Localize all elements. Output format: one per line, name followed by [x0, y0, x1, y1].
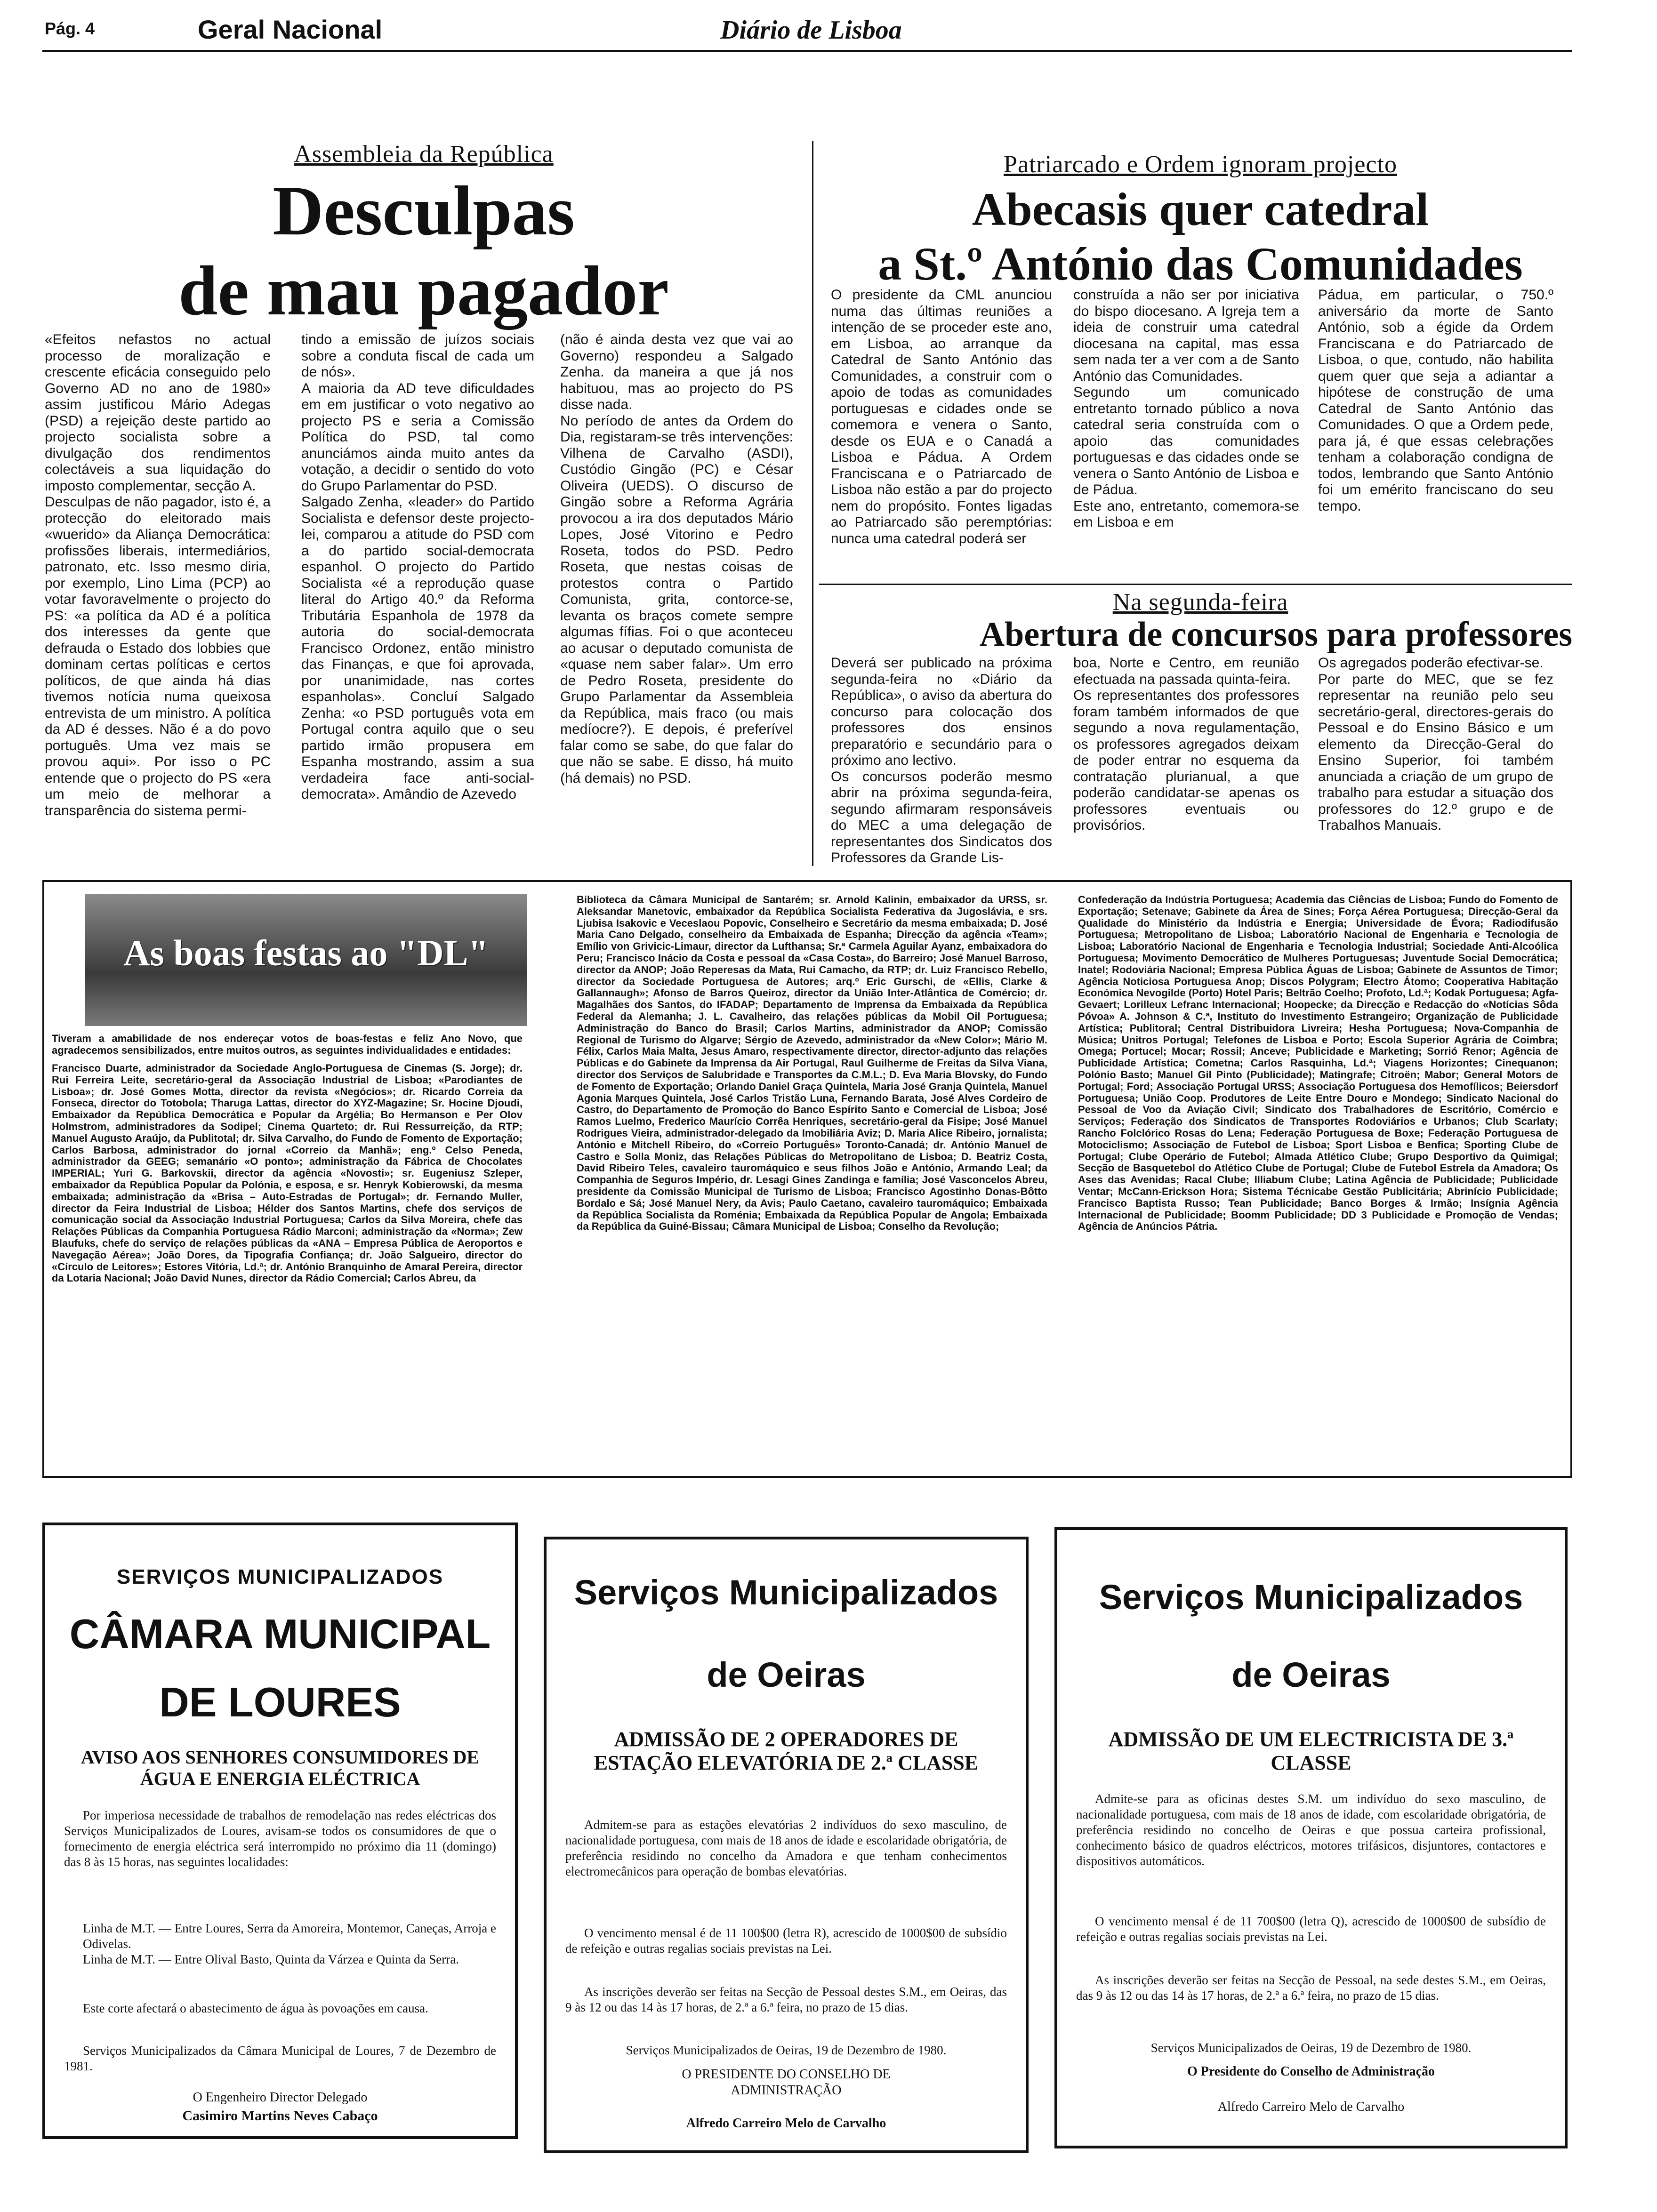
- ad-oeiras1-sign1: O PRESIDENTE DO CONSELHO DE ADMINISTRAÇÃO: [682, 2067, 891, 2098]
- article2-column3: Pádua, em particular, o 750.º aniversário da morte de Santo António, sob a égide da Ordem Franciscana e do Patriarcado de Lisboa, o que, contudo, não habilita quem quer que seja a adiantar a hipótese de construção de uma Catedral de Santo António das Comunidades. O que a Ordem pede, para já, é que essas celebrações tenham a colaboração condigna de todos, lembrando que Santo António foi um emérito franciscano do seu tempo.: [1318, 287, 1553, 514]
- ad-oeiras-electricista: [1054, 1527, 1568, 2148]
- page-number: Pág. 4: [45, 19, 95, 38]
- ad-loures-sign2: Casimiro Martins Neves Cabaço: [182, 2108, 378, 2124]
- article1-column1: «Efeitos nefastos no actual processo de moralização e crescente eficácia conseguido pelo Governo AD no ano de 1980» assim justificou Mário Adegas (PSD) a rejeição deste partido ao projecto socialista sobre a divulgação dos rendimentos colectáveis a sua liquidação do imposto complementar, secção A. Desculpas de não pagador, isto é, a protecção do eleitorado mais «wuerido» da Aliança Democrática: profissões liberais, intermediários, patronato, etc. Isso mesmo diria, por exemplo, Lino Lima (PCP) ao votar favoravelmente o projecto do PS: «a política da AD é a política dos interesses da gente que defrauda o Estado dos lobbies que dominam certas políticas e certos políticos, de que ainda há dias tivemos notícia numa queixosa entrevista de um ministro. A política da AD é desses. Não é a do povo português. Uma vez mais se provou aqui». Por isso o PC entende que o projecto do PS «era um meio de melhorar a transparência do sistema permi-: [45, 332, 271, 818]
- ad-loures-sign1: O Engenheiro Director Delegado: [193, 2090, 368, 2105]
- ad-oeiras1-p2: O vencimento mensal é de 11 100$00 (letra R), acrescido de 1000$00 de subsídio de refeição e outras regalias sociais previstas na Lei.: [565, 1926, 1007, 1956]
- ad-loures-title1: CÂMARA MUNICIPAL: [69, 1611, 491, 1657]
- article1-column2: tindo a emissão de juízos sociais sobre a conduta fiscal de cada um de nós». A maioria da AD teve dificuldades em em justificar o voto negativo ao projecto PS e seria a Comissão Política do PSD, tal como anunciámos ainda muito antes da votação, a decidir o sentido do voto do Grupo Parlamentar do PSD. Salgado Zenha, «leader» do Partido Socialista e defensor deste projecto-lei, comparou a atitude do PSD com a do partido social-democrata espanhol. O projecto do Partido Socialista «é a reprodução quase literal do Artigo 40.º da Reforma Tributária Espanhola de 1978 da autoria do social-democrata Francisco Ordonez, então ministro das Finanças, e que foi aprovada, por unanimidade, nas cortes espanholas». Concluí Salgado Zenha: «o PSD português vota em Portugal contra aquilo que o seu partido irmão propusera em Espanha mostrando, assim a sua verdadeira face anti-social-democrata». Amândio de Azevedo: [301, 332, 534, 802]
- ad-oeiras2-sign1: O Presidente do Conselho de Administração: [1187, 2064, 1435, 2079]
- ad-oeiras1-p1: Admitem-se para as estações elevatórias 2 indivíduos do sexo masculino, de nacionalidade portuguesa, com mais de 18 anos de idade e escolaridade obrigatória, de preferência residindo no concelho da Amadora e que tenham conhecimentos electromecânicos para operação de bombas elevatórias.: [565, 1818, 1007, 1878]
- article1-kicker: Assembleia da República: [294, 141, 554, 168]
- ad-oeiras2-date: Serviços Municipalizados de Oeiras, 19 de Dezembro de 1980.: [1150, 2041, 1472, 2055]
- newspaper-name: Diário de Lisboa: [720, 16, 902, 45]
- article1-headline-line2: de mau pagador: [178, 252, 669, 330]
- ad-loures-p4: Serviços Municipalizados da Câmara Municipal de Loures, 7 de Dezembro de 1981.: [64, 2044, 496, 2073]
- ad-oeiras2-subtitle: ADMISSÃO DE UM ELECTRICISTA DE 3.ª CLASSE: [1108, 1728, 1514, 1774]
- photo-caption: As boas festas ao "DL": [123, 932, 489, 973]
- article2-column2: construída a não ser por iniciativa do bispo diocesano. A Igreja tem a ideia de construir uma catedral diocesana na capital, mas essa sem nada ter a ver com a de Santo António das Comunidades. Segundo um comunicado entretanto tornado público a nova catedral seria construída com o apoio das comunidades portuguesas e das cidades onde se venera o Santo António de Lisboa e de Pádua. Este ano, entretanto, comemora-se em Lisboa e em: [1073, 287, 1299, 530]
- ad-loures-top: SERVIÇOS MUNICIPALIZADOS: [116, 1565, 444, 1588]
- ad-oeiras1-title1: Serviços Municipalizados: [574, 1573, 998, 1612]
- thanks-column1: Francisco Duarte, administrador da Sociedade Anglo-Portuguesa de Cinemas (S. Jorge); dr. Rui Ferreira Leite, secretário-geral da Associação Industrial de Lisboa; «Parodiantes de Lisboa»; dr. José Gomes Motta, director da revista «Negócios»; dr. Ricardo Correia da Fonseca, director do Totobola; Tharuga Lattas, director do XYZ-Magazine; Sr. Hocine Djoudi, Embaixador da República Democrática e Popular da Argélia; Bo Hermanson e Per Olov Holmstrom, administradores da Sodipel; Cinema Quarteto; dr. Rui Ressurreição, da RTP; Manuel Augusto Araújo, da Publitotal; dr. Silva Carvalho, do Fundo de Fomento de Exportação; Carlos Barbosa, administrador do jornal «Correio da Manhã»; eng.º Celso Peneda, administrador da GEEG; semanário «O ponto»; administração da Fábrica de Chocolates IMPERIAL; Yuri G. Barkovskii, director da agência «Novosti»; sr. Eugeniusz Szleper, embaixador da República Popular da Polónia, e esposa, e sr. Henryk Kobierowski, da mesma embaixada; administração da «Brisa – Auto-Estradas de Portugal»; dr. Fernando Muller, director da Feira Industrial de Lisboa; Hélder dos Santos Martins, chefe dos serviços de comunicação social da Associação Industrial Portuguesa; Carlos da Silva Moreira, chefe das Relações Públicas da Companhia Portuguesa Rádio Marconi; administração da «Norma»; Zew Blaufuks, chefe do serviço de relações públicas da «ANA – Empresa Pública de Aeroportos e Navegação Aérea»; João Dores, da Tipografia Confiança; dr. João Salgueiro, director do «Círculo de Leitores»; Estores Vitória, Ld.ª; dr. António Branquinho de Amaral Pereira, director da Lotaria Nacional; João David Nunes, director da Rádio Comercial; Carlos Abreu, da: [52, 1063, 523, 1284]
- thanks-column3: Confederação da Indústria Portuguesa; Academia das Ciências de Lisboa; Fundo do Fomento de Exportação; Setenave; Gabinete da Área de Sines; Força Aérea Portuguesa; Direcção-Geral da Qualidade do Ministério da Indústria e Energia; Universidade de Évora; Radiodifusão Portuguesa; Metropolitano de Lisboa; Laboratório Nacional de Engenharia e Tecnologia de Lisboa; Laboratório Nacional de Engenharia e Tecnologia Industrial; Sociedade Anti-Alcoólica Portuguesa; Movimento Democrático de Mulheres Portuguesas; Juventude Social Democrática; Inatel; Rodoviária Nacional; Empresa Pública Águas de Lisboa; Gabinete de Assuntos de Timor; Agência Noticiosa Portuguesa Anop; Discos Polygram; Electro Átomo; Cooperativa Habitação Económica Nevogilde (Porto) Hotel Paris; Beltrão Coelho; Profoto, Ld.ª; Kodak Portuguesa; Agfa-Gevaert; Lorilleux Lefranc Internacional; Hoopecke; da Direcção e Redacção do «Notícias Sôda Póvoa» A. Johnson & C.ª, Instituto do Investimento Estrangeiro; Organização de Publicidade Artística; Publitoral; Central Distribuidora Livreira; Hesha Portuguesa; Nova-Companhia de Música; Unitros Portugal; Telefones de Lisboa e Porto; Escola Superior Agrária de Coimbra; Omega; Portucel; Mocar; Rossil; Anceve; Publicidade e Marketing; Sorrió Renor; Agência de Publicidade Artística; Cometna; Carlos Rasquinha, Ld.ª; Viagens Horizontes; Cinequanon; Polónio Basto; Manuel Gil Pinto (Publicidade); Matingrafe; Citroën; Mabor; General Motors de Portugal; Ford; Associação Portugal URSS; Associação Portuguesa dos Hemofílicos; Beiersdorf Portuguesa; União Coop. Produtores de Leite Entre Douro e Mondego; Sindicato Nacional do Pessoal de Voo da Aviação Civil; Sindicato dos Trabalhadores de Escritório, Comércio e Serviços; Federação dos Sindicatos de Transportes Rodoviários e Urbanos; Club Scarlaty; Rancho Folclórico Rosas do Lena; Federação Portuguesa de Boxe; Federação Portuguesa de Motociclismo; Associação de Futebol de Lisboa; Sport Lisboa e Benfica; Sporting Clube de Portugal; Clube Operário de Futebol; Almada Atlético Clube; Grupo Desportivo da Quimigal; Secção de Basquetebol do Atlético Clube de Portugal; Clube de Futebol Estrela da Amadora; Os Ases das Avenidas; Racal Clube; Illiabum Clube; Latina Agência de Publicidade; Publicidade Ventar; McCann-Erickson Hora; Sistema Técnicabe Gestão Publicitária; Abrinício Publicidade; Francisco Baptista Russo; Tean Publicidade; Banco Borges & Irmão; Insígnia Agência Internacional de Publicidade; Boomm Publicidade; DD 3 Publicidade e Promoção de Vendas; Agência de Anúncios Pátria.: [1078, 894, 1558, 1233]
- article3-column2: boa, Norte e Centro, em reunião efectuada na passada quinta-feira. Os representantes dos professores foram também informados de que segundo a nova regulamentação, os professores agregados deixam de poder entrar no esquema da contratação plurianual, a que poderão candidatar-se apenas os professores eventuais ou provisórios.: [1073, 655, 1299, 833]
- ad-loures-subtitle: AVISO AOS SENHORES CONSUMIDORES DE ÁGUA E ENERGIA ELÉCTRICA: [80, 1747, 480, 1789]
- article3-column1: Deverá ser publicado na próxima segunda-feira no «Diário da República», o aviso da abertura do concurso para colocação dos professores dos ensinos preparatório e secundário para o próximo ano lectivo. Os concursos poderão mesmo abrir na próxima segunda-feira, segundo afirmaram responsáveis do MEC a uma delegação de representantes dos Sindicatos dos Professores da Grande Lis-: [831, 655, 1052, 866]
- ad-loures-p1: Por imperiosa necessidade de trabalhos de remodelação nas redes eléctricas dos Serviços Municipalizados de Loures, avisam-se todos os consumidores de que o fornecimento de energia eléctrica será interrompido no próximo dia 11 (domingo) das 8 às 15 horas, nas seguintes localidades:: [64, 1808, 496, 1869]
- article1-column3: (não é ainda desta vez que vai ao Governo) respondeu a Salgado Zenha. da maneira a que já nos habituou, mas ao projecto do PS disse nada. No período de antes da Ordem do Dia, registaram-se três intervenções: Vilhena de Carvalho (ASDI), Custódio Gingão (PC) e César Oliveira (UEDS). O discurso de Gingão sobre a Reforma Agrária provocou a ira dos deputados Mário Lopes, José Vitorino e Pedro Roseta, todos do PSD. Pedro Roseta, que nestas coisas de protestos contra o Partido Comunista, grita, contorce-se, levanta os braços comete sempre algumas fífias. Foi o que aconteceu ao acusar o deputado comunista de «quase nem saber falar». Um erro de Pedro Roseta, presidente do Grupo Parlamentar da Assembleia da República, mais fraco (ou mais medíocre?). E depois, é preferível falar como se sabe, do que falar do que não se sabe. E disso, há muito (há demais) no PSD.: [560, 332, 793, 786]
- ad-loures: [42, 1523, 518, 2139]
- article1-headline-line1: Desculpas: [273, 172, 575, 250]
- ad-oeiras1-date: Serviços Municipalizados de Oeiras, 19 de Dezembro de 1980.: [626, 2043, 947, 2057]
- article2-kicker: Patriarcado e Ordem ignoram projecto: [1004, 151, 1397, 178]
- ad-loures-p3: Este corte afectará o abastecimento de água às povoações em causa.: [83, 2001, 428, 2015]
- section-name: Geral Nacional: [198, 15, 383, 44]
- masthead-rule: [42, 50, 1572, 52]
- ad-loures-title2: DE LOURES: [159, 1679, 401, 1725]
- article2-headline-line1: Abecasis quer catedral: [972, 183, 1429, 235]
- ad-oeiras-operadores: [544, 1537, 1029, 2153]
- article3-kicker: Na segunda-feira: [1112, 589, 1288, 616]
- ad-oeiras1-subtitle: ADMISSÃO DE 2 OPERADORES DE ESTAÇÃO ELEVATÓRIA DE 2.ª CLASSE: [594, 1728, 979, 1774]
- ad-oeiras1-sign2: Alfredo Carreiro Melo de Carvalho: [686, 2116, 886, 2131]
- ad-oeiras2-p2: O vencimento mensal é de 11 700$00 (letra Q), acrescido de 1000$00 de subsídio de refeição e outras regalias sociais previstas na Lei.: [1076, 1914, 1546, 1944]
- thanks-intro: Tiveram a amabilidade de nos endereçar votos de boas-festas e feliz Ano Novo, que agradecemos sensibilizados, entre muitos outros, as seguintes individualidades e entidades:: [52, 1033, 523, 1056]
- article2-headline-line2: a St.º António das Comunidades: [878, 238, 1523, 290]
- article3-headline: Abertura de concursos para professores: [979, 615, 1572, 654]
- thanks-column2: Biblioteca da Câmara Municipal de Santarém; sr. Arnold Kalinin, embaixador da URSS, sr. Aleksandar Manetovic, embaixador da República Socialista Federativa da Jugoslávia, e srs. Ljubisa Isakovic e Veceslaou Popovic, Conselheiro e Secretário da mesma embaixada; D. José Maria Cano Delgado, conselheiro da Embaixada de Espanha; Direcção da agência «Team»; Emílio von Grivicic-Limaur, director da Lufthansa; Sr.ª Carmela Aguilar Ayanz, embaixadora do Peru; Francisco Inácio da Costa e pessoal da «Casa Costa», do Barreiro; José Manuel Barroso, director da ANOP; João Reperesas da Mata, Rui Camacho, da RTP; dr. Luiz Francisco Rebello, director da Sociedade Portuguesa de Autores; arq.º Eric Gurschi, de «Ellis, Clarke & Gallannaugh»; Afonso de Barros Queiroz, director da União Inter-Atlântica de Comércio; dr. Magalhães dos Santos, do IFADAP; Departamento de Imprensa da Embaixada da República Federal da Alemanha; J. L. Cavalheiro, das relações públicas da Mobil Oil Portuguesa; Administração do Banco do Brasil; Carlos Martins, administrador da ANOP; Comissão Regional de Turismo do Algarve; Sérgio de Azevedo, administrador da «New Color»; Mário M. Félix, Carlos Maia Malta, Jesus Amaro, respectivamente director, director-adjunto das relações Públicas e do Gabinete da Imprensa da Air Portugal, Raul Guilherme de Freitas da Silva Viana, director dos Serviços de Salubridade e Transportes da C.M.L.; D. Eva Maria Blovsky, do Fundo de Fomento de Exportação; Orlando Daniel Graça Quintela, Maria José Granja Quintela, Manuel Agonia Marques Quintela, José Carlos Tristão Luna, Fernando Barata, José Alves Cordeiro de Castro, do Departamento de Promoção do Banco Espírito Santo e Comercial de Lisboa; José Ramos Luelmo, Frederico Maurício Corrêa Henriques, secretário-geral da Fisipe; José Manuel Rodrigues Vieira, administrador-delegado da Imobiliária Aviz; D. Maria Alice Ribeiro, jornalista; António e Mitchell Ribeiro, do «Correio Português» Toronto-Canadá; dr. António Manuel de Castro e Solla Moniz, das Relações Públicas do Metropolitano de Lisboa; D. Beatriz Costa, David Ribeiro Teles, cavaleiro tauromáquico e seus filhos João e António, Armando Leal; da Companhia de Seguros Império, dr. Lesagi Gines Zandinga e família; José Vasconcelos Abreu, presidente da Comissão Municipal de Turismo de Lisboa; Francisco Agostinho Donas-Bôtto Bordalo e Sá; José Manuel Nery, da Avis; Paulo Caetano, cavaleiro tauromáquico; Embaixada da República Socialista da Roménia; Embaixada da República Popular de Angola; Embaixada da República da Guiné-Bissau; Câmara Municipal de Lisboa; Conselho da Revolução;: [577, 894, 1047, 1233]
- ad-oeiras1-title2: de Oeiras: [707, 1655, 866, 1694]
- thanks-photo: [85, 894, 527, 1026]
- ad-oeiras2-title2: de Oeiras: [1231, 1655, 1391, 1694]
- article3-column3: Os agregados poderão efectivar-se. Por parte do MEC, que se fez representar na reunião pelo seu secretário-geral, directores-gerais do Pessoal e do Ensino Básico e um elemento da Direcção-Geral do Ensino Superior, foi também anunciada a criação de um grupo de trabalho para estudar a situação dos professores do 12.º grupo e de Trabalhos Manuais.: [1318, 655, 1553, 833]
- ad-oeiras2-p1: Admite-se para as oficinas destes S.M. um indivíduo do sexo masculino, de nacionalidade portuguesa, com mais de 18 anos de idade, com escolaridade obrigatória, de preferência residindo no concelho de Oeiras e que possua carteira profissional, conhecimento básico de quadros eléctricos, motores trifásicos, disjuntores, contactores e dispositivos automáticos.: [1076, 1792, 1546, 1868]
- ad-loures-p2: Linha de M.T. — Entre Loures, Serra da Amoreira, Montemor, Caneças, Arroja e Odivelas. Linha de M.T. — Entre Olival Basto, Quinta da Várzea e Quinta da Serra.: [83, 1921, 496, 1966]
- article2-bottom-rule: [819, 584, 1572, 585]
- column-divider: [812, 141, 813, 866]
- ad-oeiras1-p3: As inscrições deverão ser feitas na Secção de Pessoal destes S.M., em Oeiras, das 9 às 12 ou das 14 às 17 horas, de 2.ª a 6.ª feira, no prazo de 15 dias.: [565, 1985, 1007, 2014]
- ad-oeiras2-p3: As inscrições deverão ser feitas na Secção de Pessoal, na sede destes S.M., em Oeiras, das 9 às 12 ou das 14 às 17 horas, de 2.ª a 6.ª feira, no prazo de 15 dias.: [1076, 1973, 1546, 2003]
- ad-oeiras2-title1: Serviços Municipalizados: [1099, 1578, 1523, 1617]
- article2-column1: O presidente da CML anunciou numa das últimas reuniões a intenção de se proceder este ano, em Lisboa, ao arranque da Catedral de Santo António das Comunidades, a construir com o apoio de todas as comunidades portuguesas e cidades onde se comemora e venera o Santo, desde os EUA e o Canadá a Lisboa e Pádua. A Ordem Franciscana e o Patriarcado de Lisboa não estão a par do projecto nem do propósito. Fontes ligadas ao Patriarcado são peremptórias: nunca uma catedral poderá ser: [831, 287, 1052, 546]
- ad-oeiras2-sign2: Alfredo Carreiro Melo de Carvalho: [1217, 2100, 1405, 2114]
